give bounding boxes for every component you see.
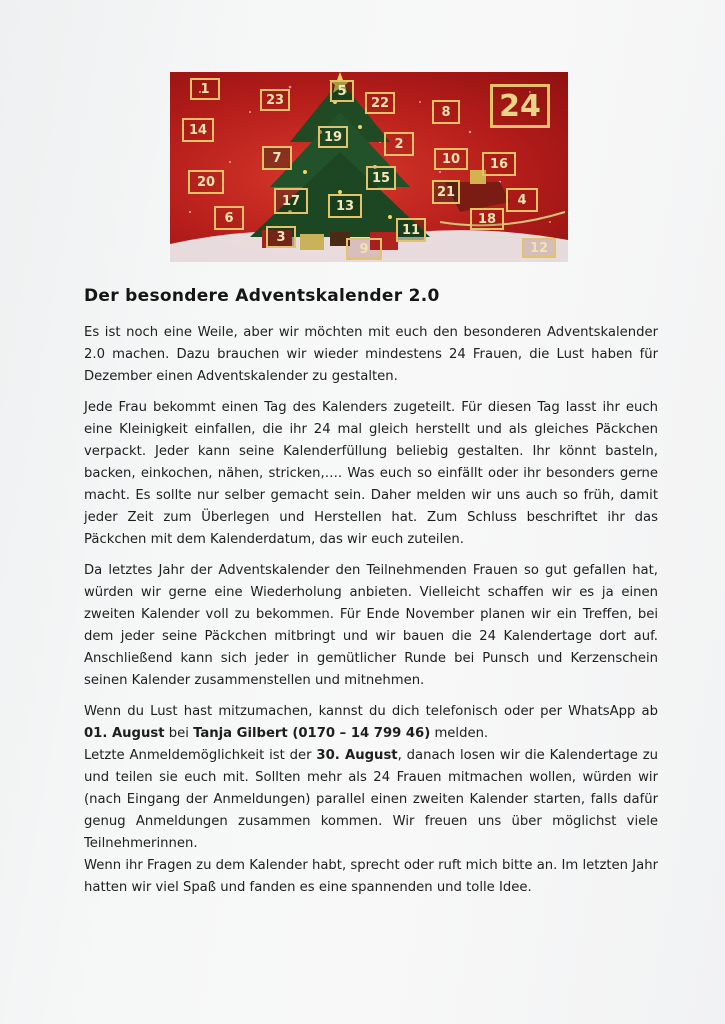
calendar-door: 5 bbox=[330, 80, 354, 102]
calendar-door: 18 bbox=[470, 208, 504, 230]
contact-text: melden. bbox=[430, 726, 489, 741]
calendar-door: 17 bbox=[274, 188, 308, 214]
calendar-door: 20 bbox=[188, 170, 224, 194]
calendar-door: 14 bbox=[182, 118, 214, 142]
calendar-door: 1 bbox=[190, 78, 220, 100]
calendar-door: 12 bbox=[522, 238, 556, 258]
document-body bbox=[84, 322, 658, 899]
calendar-door: 15 bbox=[366, 166, 396, 190]
calendar-door: 10 bbox=[434, 148, 468, 170]
start-date: 01. August bbox=[84, 726, 165, 741]
calendar-door: 21 bbox=[432, 180, 460, 204]
calendar-door: 16 bbox=[482, 152, 516, 176]
contact-name-phone: Tanja Gilbert (0170 – 14 799 46) bbox=[193, 726, 431, 741]
deadline-date: 30. August bbox=[316, 748, 398, 763]
deadline-text: , danach losen wir die Kalendertage zu und teilen sie euch mit. Sollten mehr als 24 Frauen mitmachen wollen, würden wir (nach Eingang der Anmeldungen) parallel einen zweiten Kalender starten, falls dafür genug Anmeldungen zusammen kommen. Wir freuen uns über möglichst viele Teilnehmerinnen. bbox=[84, 748, 659, 851]
paragraph-contact bbox=[84, 701, 658, 899]
contact-text: Wenn du Lust hast mitzumachen, kannst du dich telefonisch oder per WhatsApp ab bbox=[84, 704, 658, 719]
calendar-door: 4 bbox=[506, 188, 538, 212]
calendar-door: 23 bbox=[260, 89, 290, 111]
contact-text: bei bbox=[164, 726, 194, 741]
calendar-door: 6 bbox=[214, 206, 244, 230]
calendar-door: 24 bbox=[490, 84, 550, 128]
deadline-line bbox=[84, 745, 658, 855]
calendar-door: 9 bbox=[346, 238, 382, 260]
page-title: Der besondere Adventskalender 2.0 bbox=[84, 286, 440, 306]
paragraph-instructions: Jede Frau bekommt einen Tag des Kalenders zugeteilt. Für diesen Tag lasst ihr euch eine Kleinigkeit einfallen, die ihr 24 mal gleich herstellt und als gleiches Päckchen verpackt. Jeder kann seine Kalenderfüllung beliebig gestalten. Ihr könnt basteln, backen, einkochen, nähen, stricken,…. Was euch so einfällt oder ihr besonders gerne macht. Es sollte nur selber gemacht sein. Daher melden wir uns auch so früh, damit jeder Zeit zum Überlegen und Herstellen hat. Zum Schluss beschriftet ihr das Päckchen mit dem Kalenderdatum, das wir euch zuteilen. bbox=[84, 400, 658, 547]
calendar-door: 8 bbox=[432, 100, 460, 124]
calendar-door: 2 bbox=[384, 132, 414, 156]
calendar-door: 11 bbox=[396, 218, 426, 242]
paragraph-repeat: Da letztes Jahr der Adventskalender den Teilnehmenden Frauen so gut gefallen hat, würden wir gerne eine Wiederholung anbieten. Vielleicht schaffen wir es ja einen zweiten Kalender voll zu bekommen. Für Ende November planen wir ein Treffen, bei dem jeder seine Päckchen mitbringt und wir bauen die 24 Kalendertage dort auf. Anschließend kann sich jeder in gemütlicher Runde bei Punsch und Kerzenschein seinen Kalender zusammenstellen und mitnehmen. bbox=[84, 563, 658, 688]
calendar-door: 13 bbox=[328, 194, 362, 218]
deadline-text: Letzte Anmeldemöglichkeit ist der bbox=[84, 748, 317, 763]
calendar-door: 19 bbox=[318, 126, 348, 148]
calendar-door: 7 bbox=[262, 146, 292, 170]
calendar-door: 3 bbox=[266, 226, 296, 248]
paragraph-intro: Es ist noch eine Weile, aber wir möchten mit euch den besonderen Adventskalender 2.0 machen. Dazu brauchen wir wieder mindestens 24 Frauen, die Lust haben für Dezember einen Adventskalender zu gestalten. bbox=[84, 325, 658, 384]
questions-line: Wenn ihr Fragen zu dem Kalender habt, sprecht oder ruft mich bitte an. Im letzten Jahr hatten wir viel Spaß und fanden es eine spannenden und tolle Idee. bbox=[84, 858, 658, 895]
calendar-door: 22 bbox=[365, 92, 395, 114]
advent-calendar-image bbox=[170, 72, 568, 262]
